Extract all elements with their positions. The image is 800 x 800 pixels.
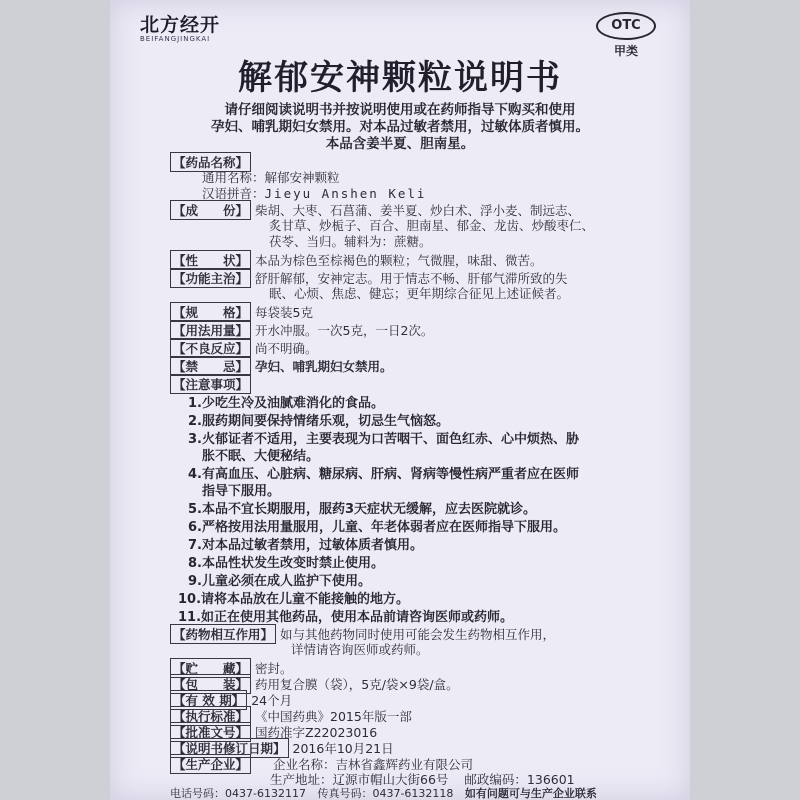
properties-row xyxy=(170,250,543,270)
precaution-item-continued: 胀不眠、大便秘结。 xyxy=(202,449,320,464)
precaution-item: 2.服药期间要保持情绪乐观，切忌生气恼怒。 xyxy=(188,414,449,429)
interactions-line: 详情请咨询医师或药师。 xyxy=(291,642,429,657)
section-label: 【批准文号】 xyxy=(170,722,251,742)
section-label: 【性 状】 xyxy=(170,250,251,270)
spec-row xyxy=(170,302,313,322)
warning-line: 本品含姜半夏、胆南星。 xyxy=(325,136,475,152)
standard-value: 《中国药典》2015年版一部 xyxy=(255,709,412,724)
precaution-item: 5.本品不宜长期服用，服药3天症状无缓解，应去医院就诊。 xyxy=(188,502,537,517)
section-label: 【规 格】 xyxy=(170,302,251,322)
spec-value: 每袋装5克 xyxy=(255,305,313,320)
validity-value: 24个月 xyxy=(251,693,293,708)
generic-name-value: 解郁安神颗粒 xyxy=(264,170,340,185)
section-label: 【不良反应】 xyxy=(170,338,251,358)
properties-value: 本品为棕色至棕褐色的颗粒；气微腥，味甜、微苦。 xyxy=(255,253,543,268)
section-label: 【功能主治】 xyxy=(170,268,251,288)
field-label: 生产地址： xyxy=(270,772,333,787)
indications-line: 眠、心烦、焦虑、健忘；更年期综合征见上述证候者。 xyxy=(269,286,570,301)
section-label: 【包 装】 xyxy=(170,674,251,694)
contraindication-value: 孕妇、哺乳期妇女禁用。 xyxy=(255,359,393,374)
brand-logo xyxy=(140,10,220,43)
contraindication-row xyxy=(170,356,393,376)
adverse-value: 尚不明确。 xyxy=(255,341,318,356)
warning-line: 孕妇、哺乳期妇女禁用。对本品过敏者禁用，过敏体质者慎用。 xyxy=(211,119,589,135)
section-label: 【贮 藏】 xyxy=(170,658,251,678)
otc-grade: 甲类 xyxy=(613,44,638,58)
section-label: 【用法用量】 xyxy=(170,320,251,340)
composition-line: 炙甘草、炒栀子、百合、胆南星、郁金、龙齿、炒酸枣仁、 xyxy=(269,218,595,233)
brand-name: 北方经开 xyxy=(140,14,221,36)
section-label: 【有 效 期】 xyxy=(170,690,247,710)
contact-row xyxy=(170,785,597,800)
precaution-item: 8.本品性状发生改变时禁止使用。 xyxy=(188,556,384,571)
company-label: 企业名称： xyxy=(273,757,336,772)
composition-line: 柴胡、大枣、石菖蒲、姜半夏、炒白术、浮小麦、制远志、 xyxy=(255,203,581,218)
precaution-item: 7.对本品过敏者禁用，过敏体质者慎用。 xyxy=(188,538,423,553)
precaution-item: 9.儿童必须在成人监护下使用。 xyxy=(188,574,371,589)
composition-line: 茯苓、当归。辅料为：蔗糖。 xyxy=(269,234,432,249)
package-value: 药用复合膜（袋），5克/袋×9袋/盒。 xyxy=(255,677,459,692)
adverse-row xyxy=(170,338,318,358)
field-label: 汉语拼音： xyxy=(202,186,265,201)
usage-row xyxy=(170,320,433,340)
storage-value: 密封。 xyxy=(255,661,293,676)
indications-line: 舒肝解郁，安神定志。用于情志不畅、肝郁气滞所致的失 xyxy=(255,271,568,286)
precaution-item: 11.如正在使用其他药品，使用本品前请咨询医师或药师。 xyxy=(178,610,514,625)
address-value: 辽源市帽山大街66号 xyxy=(332,772,449,787)
field-label: 通用名称： xyxy=(202,170,265,185)
warning-line: 请仔细阅读说明书并按说明使用或在药师指导下购买和使用 xyxy=(224,102,576,118)
phone-value: 0437-6132117 xyxy=(225,787,306,800)
section-label: 【药物相互作用】 xyxy=(170,624,276,644)
brand-pinyin: BEIFANGJINGKAI xyxy=(140,35,211,43)
precaution-item-continued: 指导下服用。 xyxy=(202,484,281,499)
section-label: 【执行标准】 xyxy=(170,706,251,726)
precautions-heading xyxy=(170,374,255,394)
precaution-item: 4.有高血压、心脏病、糖尿病、肝病、肾病等慢性病严重者应在医师 xyxy=(188,467,579,482)
company-value: 吉林省鑫辉药业有限公司 xyxy=(335,757,474,772)
usage-value: 开水冲服。一次5克，一日2次。 xyxy=(255,323,434,338)
precaution-item: 3.火郁证者不适用，主要表现为口苦咽干、面色红赤、心中烦热、胁 xyxy=(188,432,579,447)
fax-value: 0437-6132118 xyxy=(372,787,454,800)
section-label: 【药品名称】 xyxy=(170,152,251,172)
pinyin-value: Jieyu Anshen Keli xyxy=(264,186,427,201)
revision-value: 2016年10月21日 xyxy=(292,741,394,756)
field-label: 电话号码： xyxy=(170,787,225,800)
fax-label: 传真号码： xyxy=(317,787,373,800)
postcode-value: 136601 xyxy=(526,772,575,787)
precaution-item: 6.严格按用法用量服用，儿童、年老体弱者应在医师指导下服用。 xyxy=(188,520,566,535)
precaution-item: 10.请将本品放在儿童不能接触的地方。 xyxy=(178,592,410,607)
leaflet-sheet xyxy=(110,0,690,800)
page-title: 解郁安神颗粒说明书 xyxy=(238,58,562,98)
section-label: 【生产企业】 xyxy=(170,754,251,774)
otc-badge: OTC xyxy=(596,12,656,40)
interactions-line: 如与其他药物同时使用可能会发生药物相互作用， xyxy=(280,627,556,642)
precaution-item: 1.少吃生冷及油腻难消化的食品。 xyxy=(188,396,384,411)
section-label: 【成 份】 xyxy=(170,200,251,220)
section-label: 【说明书修订日期】 xyxy=(170,738,289,758)
approval-value: 国药准字Z22023016 xyxy=(255,725,378,740)
section-label: 【注意事项】 xyxy=(170,374,251,394)
postcode-label: 邮政编码： xyxy=(464,772,527,787)
footer-note: 如有问题可与生产企业联系 xyxy=(464,787,597,800)
section-label: 【禁 忌】 xyxy=(170,356,251,376)
